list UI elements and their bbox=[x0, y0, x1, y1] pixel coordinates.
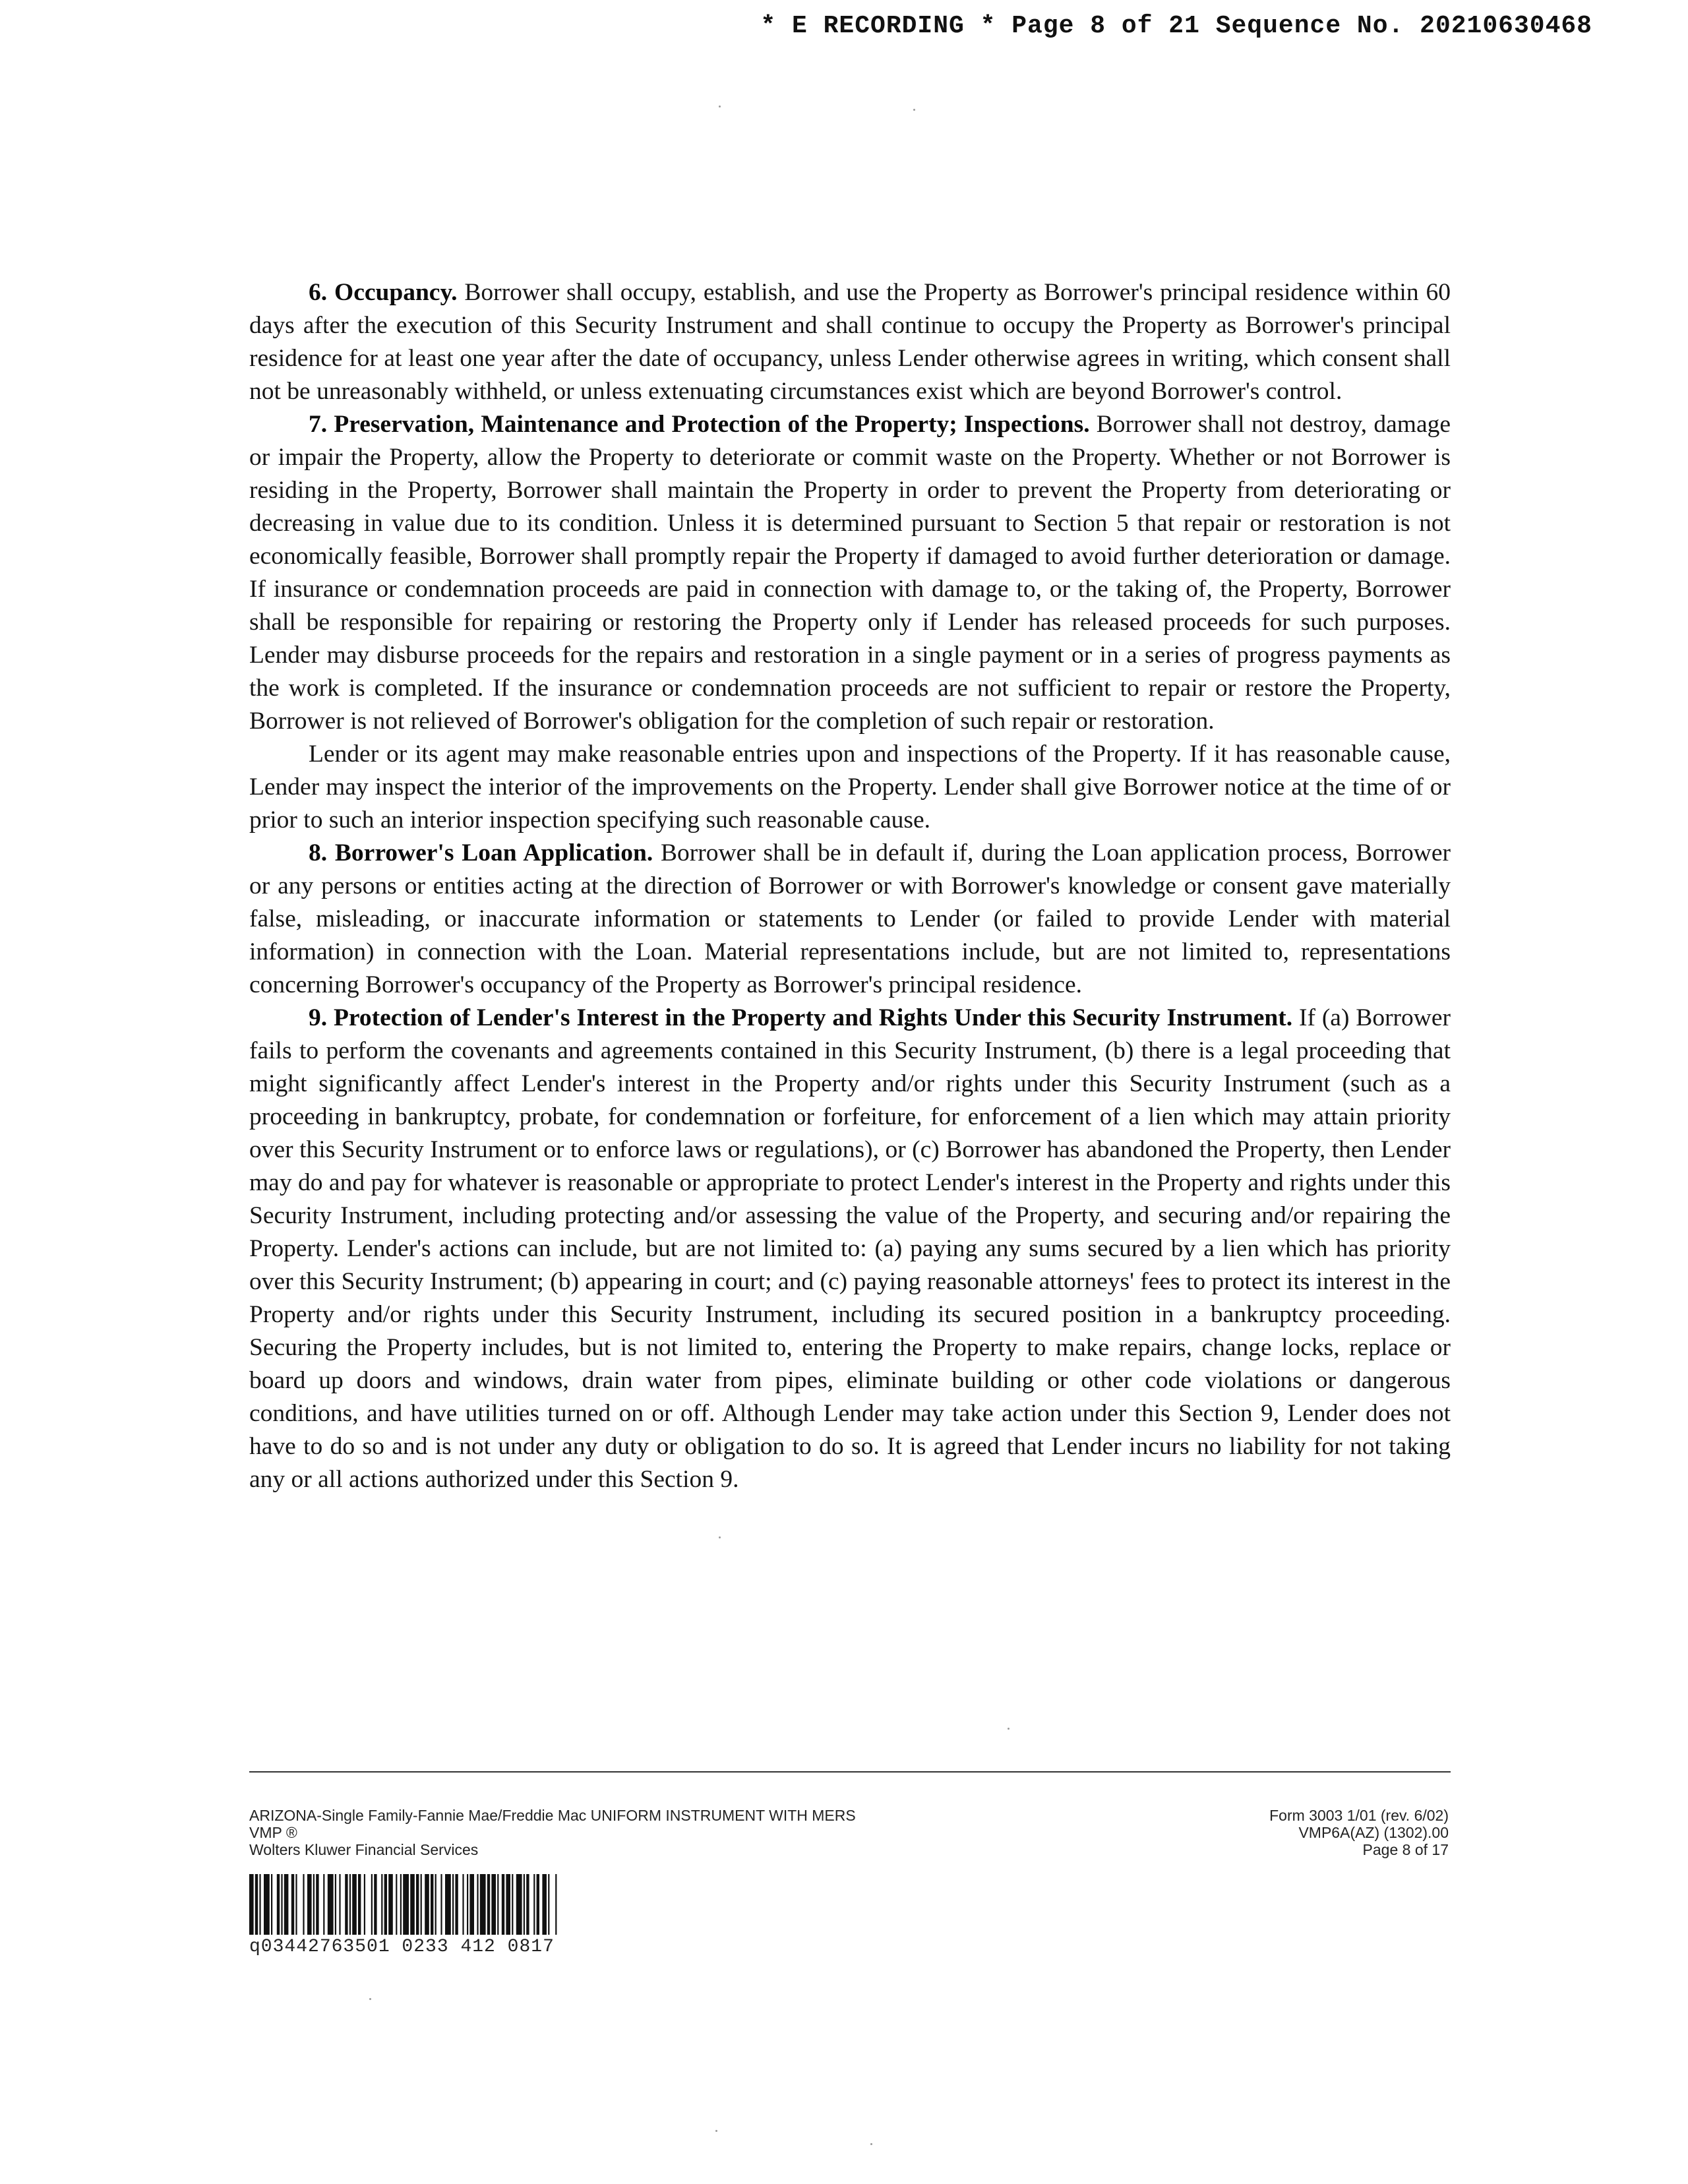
barcode-bar bbox=[403, 1874, 409, 1935]
barcode-bar bbox=[277, 1874, 280, 1935]
barcode-bar bbox=[497, 1874, 498, 1935]
barcode-bar bbox=[323, 1874, 324, 1935]
barcode-icon bbox=[249, 1874, 719, 1935]
barcode-bar bbox=[255, 1874, 258, 1935]
barcode-bar bbox=[445, 1874, 451, 1935]
section-inspections-paragraph bbox=[249, 738, 1451, 837]
barcode-bar bbox=[526, 1874, 529, 1935]
barcode-bar bbox=[480, 1874, 486, 1935]
footer-publisher: Wolters Kluwer Financial Services bbox=[249, 1841, 479, 1858]
barcode-bar bbox=[516, 1874, 522, 1935]
barcode-bar bbox=[452, 1874, 454, 1935]
barcode-bar bbox=[416, 1874, 419, 1935]
section-text: Borrower shall be in default if, during the Loan application process, Borrower or any persons or entities acting at the direction of Borrower or with Borrower's knowledge or consent gave materially false, misleading, or inaccurate information or statements to Lender (or failed to provide Lender with material information) in connection with the Loan. Material representations include, but are not limited to, representations concerning Borrower's occupancy of the Property as Borrower's principal residence. bbox=[249, 839, 1451, 998]
footer-form-number bbox=[1269, 1807, 1449, 1858]
barcode-bar bbox=[313, 1874, 315, 1935]
barcode-bar bbox=[335, 1874, 336, 1935]
barcode-bar bbox=[455, 1874, 458, 1935]
barcode-bar bbox=[364, 1874, 365, 1935]
barcode-bar bbox=[295, 1874, 297, 1935]
barcode-bar bbox=[400, 1874, 402, 1935]
footer-form-title: ARIZONA-Single Family-Fannie Mae/Freddie Mac UNIFORM INSTRUMENT WITH MERS bbox=[249, 1807, 856, 1824]
barcode-bar bbox=[259, 1874, 260, 1935]
barcode-bar bbox=[467, 1874, 468, 1935]
section-text: Borrower shall occupy, establish, and use the Property as Borrower's principal residence within 60 days after the execution of this Security Instrument and shall continue to occupy the Property as Borrower's principal residence for at least one year after the date of occupancy, unless Lender otherwise agrees in writing, which consent shall not be unreasonably withheld, or unless extenuating circumstances exist which are beyond Borrower's control. bbox=[249, 279, 1451, 405]
barcode-bar bbox=[349, 1874, 351, 1935]
scan-speck bbox=[1008, 1728, 1010, 1730]
barcode-bar bbox=[555, 1874, 557, 1935]
barcode-bar bbox=[249, 1874, 254, 1935]
barcode-bar bbox=[502, 1874, 504, 1935]
footer-vmp: VMP ® bbox=[249, 1824, 297, 1841]
barcode-bar bbox=[537, 1874, 539, 1935]
barcode-bar bbox=[477, 1874, 478, 1935]
barcode-bar bbox=[469, 1874, 474, 1935]
barcode-bar bbox=[384, 1874, 387, 1935]
barcode-bar bbox=[542, 1874, 547, 1935]
barcode-bar bbox=[491, 1874, 496, 1935]
barcode-bar bbox=[339, 1874, 340, 1935]
barcode-bar bbox=[271, 1874, 272, 1935]
barcode-bar bbox=[487, 1874, 490, 1935]
document-body bbox=[249, 276, 1451, 1496]
barcode-bar bbox=[358, 1874, 361, 1935]
barcode-bar bbox=[533, 1874, 535, 1935]
barcode-bar bbox=[421, 1874, 422, 1935]
barcode-bar bbox=[506, 1874, 510, 1935]
scan-speck bbox=[719, 106, 721, 107]
barcode-bar bbox=[462, 1874, 464, 1935]
footer-form-id: Form 3003 1/01 (rev. 6/02) bbox=[1269, 1807, 1449, 1824]
scan-speck bbox=[369, 1998, 371, 2000]
section-occupancy bbox=[249, 276, 1451, 408]
section-heading: 8. Borrower's Loan Application. bbox=[309, 839, 653, 866]
section-preservation bbox=[249, 408, 1451, 738]
footer-divider bbox=[249, 1771, 1451, 1773]
section-heading: 7. Preservation, Maintenance and Protection of the Property; Inspections. bbox=[309, 411, 1090, 438]
barcode-bar bbox=[512, 1874, 513, 1935]
barcode-bar bbox=[524, 1874, 525, 1935]
footer-page-number: Page 8 of 17 bbox=[1362, 1841, 1449, 1858]
barcode-bar bbox=[425, 1874, 429, 1935]
barcode-bar bbox=[381, 1874, 382, 1935]
barcode-bar bbox=[431, 1874, 433, 1935]
recording-header: * E RECORDING * Page 8 of 21 Sequence No. 20210630468 bbox=[760, 12, 1592, 40]
section-loan-application bbox=[249, 837, 1451, 1002]
barcode-bar bbox=[328, 1874, 334, 1935]
barcode-bar bbox=[281, 1874, 282, 1935]
barcode-bar bbox=[548, 1874, 549, 1935]
footer-vmp-code: VMP6A(AZ) (1302).00 bbox=[1298, 1824, 1449, 1841]
barcode-bar bbox=[284, 1874, 289, 1935]
footer-form-info bbox=[249, 1807, 856, 1858]
barcode-bar bbox=[388, 1874, 393, 1935]
barcode-bar bbox=[374, 1874, 377, 1935]
scan-speck bbox=[715, 2130, 717, 2132]
section-text: If (a) Borrower fails to perform the covenants and agreements contained in this Security Instrument, (b) there is a legal proceeding that might significantly affect Lender's interest in the Property and/or rights under this Security Instrument (such as a proceeding in bankruptcy, probate, for condemnation or forfeiture, for enforcement of a lien which may attain priority over this Security Instrument or to enforce laws or regulations), or (c) Borrower has abandoned the Property, then Lender may do and pay for whatever is reasonable or appropriate to protect Lender's interest in the Property and rights under this Security Instrument, including protecting and/or assessing the value of the Property, and securing and/or repairing the Property. Lender's actions can include, but are not limited to: (a) paying any sums secured by a lien which has priority over this Security Instrument; (b) appearing in court; and (c) paying reasonable attorneys' fees to protect its interest in the Property and/or rights under this Security Instrument, including its secured position in a bankruptcy proceeding. Securing the Property includes, but is not limited to, entering the Property to make repairs, change locks, replace or board up doors and windows, drain water from pipes, eliminate building or other code violations or dangerous conditions, and have utilities turned on or off. Although Lender may take action under this Section 9, Lender does not have to do so and is not under any duty or obligation to do so. It is agreed that Lender incurs no liability for not taking any or all actions authorized under this Section 9. bbox=[249, 1004, 1451, 1493]
scan-speck bbox=[870, 2143, 872, 2145]
barcode-bar bbox=[396, 1874, 397, 1935]
barcode-bar bbox=[371, 1874, 373, 1935]
barcode-bar bbox=[440, 1874, 442, 1935]
scan-speck bbox=[719, 1536, 721, 1538]
section-protection-of-interest bbox=[249, 1002, 1451, 1496]
barcode-number: q03442763501 0233 412 0817 bbox=[249, 1937, 555, 1957]
scan-speck bbox=[913, 109, 915, 111]
barcode-bar bbox=[345, 1874, 347, 1935]
section-text: Lender or its agent may make reasonable entries upon and inspections of the Property. If it has reasonable cause, Lender may inspect the interior of the improvements on the Property. Lender shall give Borrower notice at the time of or prior to such an interior inspection specifying such reasonable cause. bbox=[249, 741, 1451, 834]
section-heading: 6. Occupancy. bbox=[309, 279, 458, 306]
barcode-bar bbox=[316, 1874, 318, 1935]
barcode-bar bbox=[352, 1874, 357, 1935]
barcode-bar bbox=[291, 1874, 294, 1935]
barcode-bar bbox=[264, 1874, 270, 1935]
barcode-bar bbox=[410, 1874, 415, 1935]
section-text: Borrower shall not destroy, damage or impair the Property, allow the Property to deteriorate or commit waste on the Property. Whether or not Borrower is residing in the Property, Borrower shall maintain the Property in order to prevent the Property from deteriorating or decreasing in value due to its condition. Unless it is determined pursuant to Section 5 that repair or restoration is not economically feasible, Borrower shall promptly repair the Property if damaged to avoid further deterioration or damage. If insurance or condemnation proceeds are paid in connection with damage to, or the taking of, the Property, Borrower shall be responsible for repairing or restoring the Property only if Lender has released proceeds for such purposes. Lender may disburse proceeds for the repairs and restoration in a single payment or in a series of progress payments as the work is completed. If the insurance or condemnation proceeds are not sufficient to repair or restore the Property, Borrower is not relieved of Borrower's obligation for the completion of such repair or restoration. bbox=[249, 411, 1451, 735]
section-heading: 9. Protection of Lender's Interest in the Property and Rights Under this Security Instrument. bbox=[309, 1004, 1293, 1031]
barcode-bar bbox=[435, 1874, 437, 1935]
barcode-bar bbox=[303, 1874, 304, 1935]
barcode-bar bbox=[307, 1874, 312, 1935]
